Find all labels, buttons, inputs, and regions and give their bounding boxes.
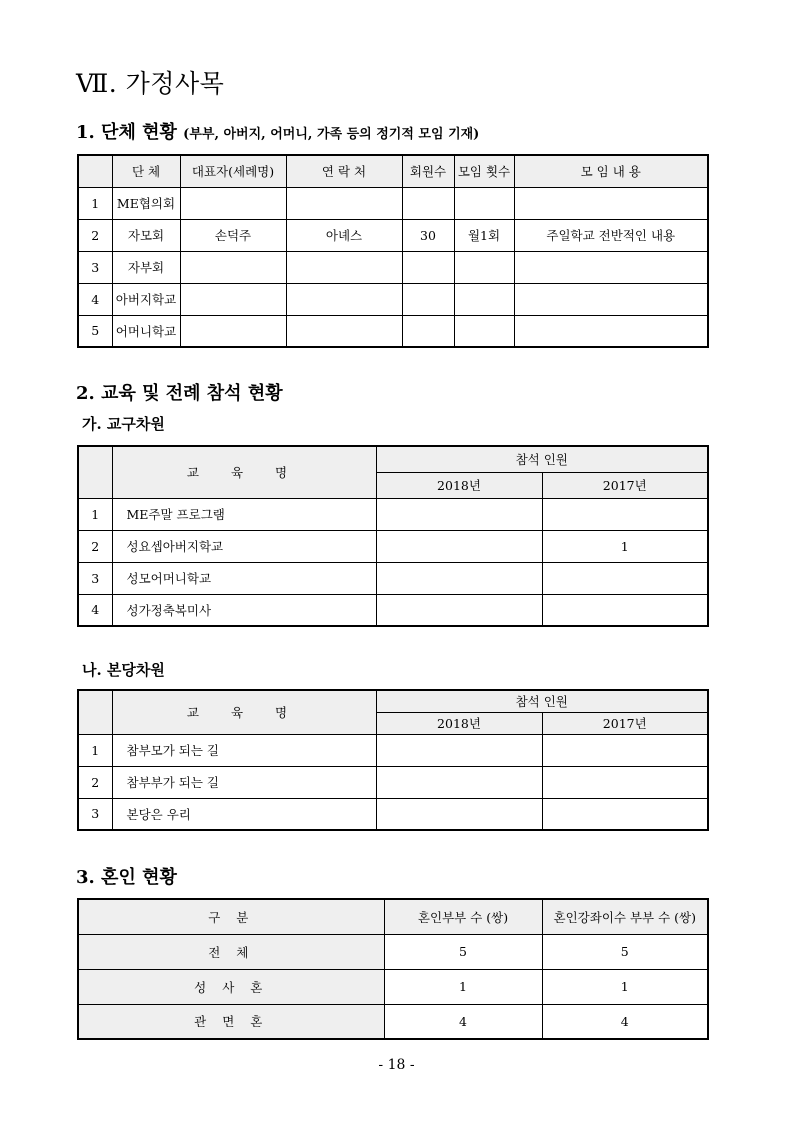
parish-education-table: [77, 689, 709, 831]
header-group: 단 체: [112, 155, 180, 187]
meeting-frequency: [454, 187, 514, 219]
row-number: 4: [78, 594, 112, 626]
meeting-content: [514, 315, 708, 347]
education-name: ME주말 프로그램: [112, 498, 376, 530]
attendance-2017: [542, 798, 708, 830]
header-year-2017: 2017년: [542, 472, 708, 498]
attendance-2017: [542, 562, 708, 594]
category-label: 전 체: [78, 934, 384, 969]
header-course-couples: 혼인강좌이수 부부 수 (쌍): [542, 899, 708, 934]
row-number: 3: [78, 798, 112, 830]
table-header-row: [78, 446, 708, 472]
row-number: 3: [78, 251, 112, 283]
header-attendance: 참석 인원: [376, 446, 708, 472]
contact: 아녜스: [286, 219, 402, 251]
course-couples-count: 5: [542, 934, 708, 969]
representative: [180, 315, 286, 347]
attendance-2018: [376, 562, 542, 594]
header-contact: 연 락 처: [286, 155, 402, 187]
contact: [286, 283, 402, 315]
meeting-content: [514, 251, 708, 283]
table-row: [78, 498, 708, 530]
table-row: [78, 766, 708, 798]
marriage-status-table: [77, 898, 709, 1040]
meeting-content: [514, 283, 708, 315]
header-content: 모 임 내 용: [514, 155, 708, 187]
header-education-name: 교 육 명: [112, 690, 376, 734]
meeting-content: 주일학교 전반적인 내용: [514, 219, 708, 251]
attendance-2018: [376, 734, 542, 766]
group-name: 자모회: [112, 219, 180, 251]
course-couples-count: 4: [542, 1004, 708, 1039]
education-name: 참부모가 되는 길: [112, 734, 376, 766]
attendance-2018: [376, 766, 542, 798]
attendance-2018: [376, 594, 542, 626]
table-row: [78, 734, 708, 766]
table-header-row: [78, 690, 708, 712]
member-count: [402, 283, 454, 315]
representative: [180, 283, 286, 315]
category-label: 관 면 혼: [78, 1004, 384, 1039]
course-couples-count: 1: [542, 969, 708, 1004]
header-no: [78, 690, 112, 734]
section3-title: 3. 혼인 현황: [76, 867, 177, 888]
member-count: [402, 187, 454, 219]
member-count: 30: [402, 219, 454, 251]
meeting-content: [514, 187, 708, 219]
header-year-2018: 2018년: [376, 472, 542, 498]
meeting-frequency: [454, 251, 514, 283]
header-members: 회원수: [402, 155, 454, 187]
married-couples-count: 1: [384, 969, 542, 1004]
group-name: 자부회: [112, 251, 180, 283]
member-count: [402, 251, 454, 283]
row-number: 3: [78, 562, 112, 594]
table-row: [78, 219, 708, 251]
row-number: 1: [78, 734, 112, 766]
attendance-2017: [542, 766, 708, 798]
member-count: [402, 315, 454, 347]
group-name: 어머니학교: [112, 315, 180, 347]
contact: [286, 187, 402, 219]
header-education-name: 교 육 명: [112, 446, 376, 498]
header-representative: 대표자(세례명): [180, 155, 286, 187]
representative: [180, 251, 286, 283]
group-status-table: [77, 154, 709, 348]
representative: 손덕주: [180, 219, 286, 251]
diocese-education-table: [77, 445, 709, 627]
table-row: [78, 798, 708, 830]
section2-sub-a-title: 가. 교구차원: [82, 415, 165, 433]
attendance-2018: [376, 798, 542, 830]
header-attendance: 참석 인원: [376, 690, 708, 712]
table-header-row: [78, 899, 708, 934]
header-year-2018: 2018년: [376, 712, 542, 734]
group-name: ME협의회: [112, 187, 180, 219]
table-row: [78, 1004, 708, 1039]
section1-note: (부부, 아버지, 어머니, 가족 등의 정기적 모임 기재): [183, 127, 480, 142]
attendance-2018: [376, 530, 542, 562]
education-name: 성모어머니학교: [112, 562, 376, 594]
row-number: 2: [78, 219, 112, 251]
meeting-frequency: [454, 315, 514, 347]
meeting-frequency: [454, 283, 514, 315]
table-header-row: [78, 155, 708, 187]
attendance-2017: 1: [542, 530, 708, 562]
table-row: [78, 562, 708, 594]
education-name: 참부부가 되는 길: [112, 766, 376, 798]
table-row: [78, 251, 708, 283]
table-row: [78, 283, 708, 315]
section2-title: 2. 교육 및 전례 참석 현황: [76, 383, 283, 404]
education-name: 성가정축복미사: [112, 594, 376, 626]
attendance-2017: [542, 734, 708, 766]
education-name: 본당은 우리: [112, 798, 376, 830]
attendance-2018: [376, 498, 542, 530]
married-couples-count: 4: [384, 1004, 542, 1039]
table-row: [78, 969, 708, 1004]
table-row: [78, 934, 708, 969]
page-number: - 18 -: [378, 1057, 415, 1073]
table-row: [78, 594, 708, 626]
header-year-2017: 2017년: [542, 712, 708, 734]
row-number: 1: [78, 187, 112, 219]
section1-title: 1. 단체 현황: [76, 122, 177, 143]
header-category: 구 분: [78, 899, 384, 934]
table-row: [78, 530, 708, 562]
attendance-2017: [542, 498, 708, 530]
table-row: [78, 315, 708, 347]
header-married-couples: 혼인부부 수 (쌍): [384, 899, 542, 934]
chapter-title: Ⅶ. 가정사목: [76, 69, 225, 98]
contact: [286, 251, 402, 283]
table-row: [78, 187, 708, 219]
category-label: 성 사 혼: [78, 969, 384, 1004]
meeting-frequency: 월1회: [454, 219, 514, 251]
married-couples-count: 5: [384, 934, 542, 969]
contact: [286, 315, 402, 347]
group-name: 아버지학교: [112, 283, 180, 315]
attendance-2017: [542, 594, 708, 626]
row-number: 1: [78, 498, 112, 530]
row-number: 2: [78, 766, 112, 798]
education-name: 성요셉아버지학교: [112, 530, 376, 562]
representative: [180, 187, 286, 219]
header-no: [78, 446, 112, 498]
header-no: [78, 155, 112, 187]
row-number: 4: [78, 283, 112, 315]
header-frequency: 모임 횟수: [454, 155, 514, 187]
row-number: 5: [78, 315, 112, 347]
section2-sub-b-title: 나. 본당차원: [82, 661, 165, 679]
row-number: 2: [78, 530, 112, 562]
section1-heading: [76, 118, 479, 144]
